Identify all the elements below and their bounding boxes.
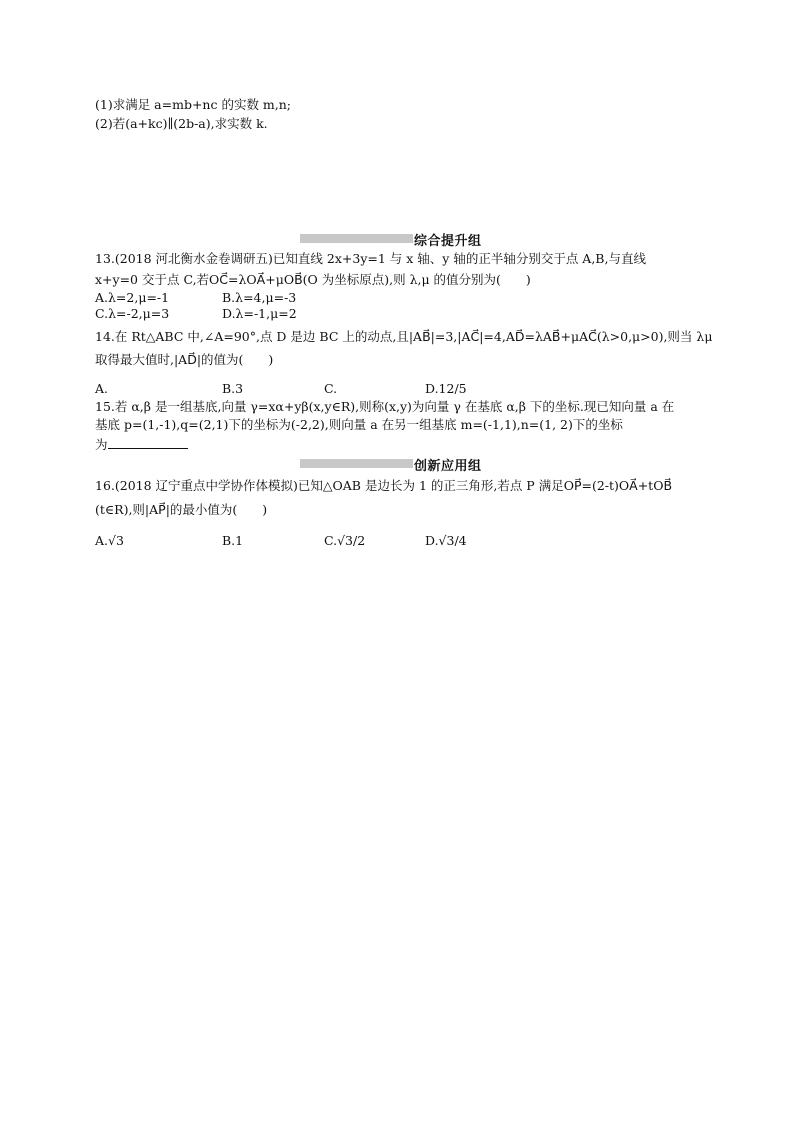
q13-option-d: D.λ=-1,μ=2	[222, 306, 297, 321]
q14-stem-line2: 取得最大值时,|AD⃗|的值为( )	[95, 352, 274, 367]
section-title: 综合提升组	[414, 234, 482, 249]
q14-option-b: B.3	[222, 381, 244, 396]
section-banner-comprehensive	[300, 230, 496, 249]
q16-stem-line2: (t∈R),则|AP⃗|的最小值为( )	[95, 502, 268, 517]
banner-bar	[300, 459, 413, 468]
q14-option-a: A.	[95, 381, 109, 396]
section-banner-innovative	[300, 455, 496, 474]
q14-option-c: C.	[324, 381, 338, 396]
q12-part1: (1)求满足 a=mb+nc 的实数 m,n;	[95, 97, 292, 112]
q16-option-c: C.√3/2	[324, 533, 366, 548]
q15-stem-line3	[95, 436, 188, 453]
q14-option-d: D.12/5	[425, 381, 467, 396]
q16-option-b: B.1	[222, 533, 244, 548]
q13-option-a: A.λ=2,μ=-1	[95, 290, 170, 305]
q15-stem-line1: 15.若 α,β 是一组基底,向量 γ=xα+yβ(x,y∈R),则称(x,y)为向量 γ 在基底 α,β 下的坐标.现已知向量 a 在	[95, 399, 675, 414]
q16-option-a: A.√3	[95, 533, 124, 548]
q13-stem-line2: x+y=0 交于点 C,若OC⃗=λOA⃗+μOB⃗(O 为坐标原点),则 λ,μ 的值分别为( )	[95, 272, 531, 287]
q15-stem-line2: 基底 p=(1,-1),q=(2,1)下的坐标为(-2,2),则向量 a 在另一组基底 m=(-1,1),n=(1, 2)下的坐标	[95, 417, 623, 432]
q15-line3-text: 为	[95, 437, 108, 452]
q12-part2: (2)若(a+kc)∥(2b-a),求实数 k.	[95, 116, 268, 131]
q13-option-c: C.λ=-2,μ=3	[95, 306, 170, 321]
q13-option-b: B.λ=4,μ=-3	[222, 290, 297, 305]
q16-stem-line1: 16.(2018 辽宁重点中学协作体模拟)已知△OAB 是边长为 1 的正三角形,若点 P 满足OP⃗=(2-t)OA⃗+tOB⃗	[95, 478, 673, 493]
q14-stem-line1: 14.在 Rt△ABC 中,∠A=90°,点 D 是边 BC 上的动点,且|AB⃗|=3,|AC⃗|=4,AD⃗=λAB⃗+μAC⃗(λ>0,μ>0),则当 λμ	[95, 329, 713, 344]
banner-bar	[300, 234, 413, 243]
q13-stem-line1: 13.(2018 河北衡水金卷调研五)已知直线 2x+3y=1 与 x 轴、y 轴的正半轴分别交于点 A,B,与直线	[95, 251, 646, 266]
q16-option-d: D.√3/4	[425, 533, 467, 548]
answer-blank	[108, 436, 188, 449]
section-title: 创新应用组	[414, 459, 482, 474]
